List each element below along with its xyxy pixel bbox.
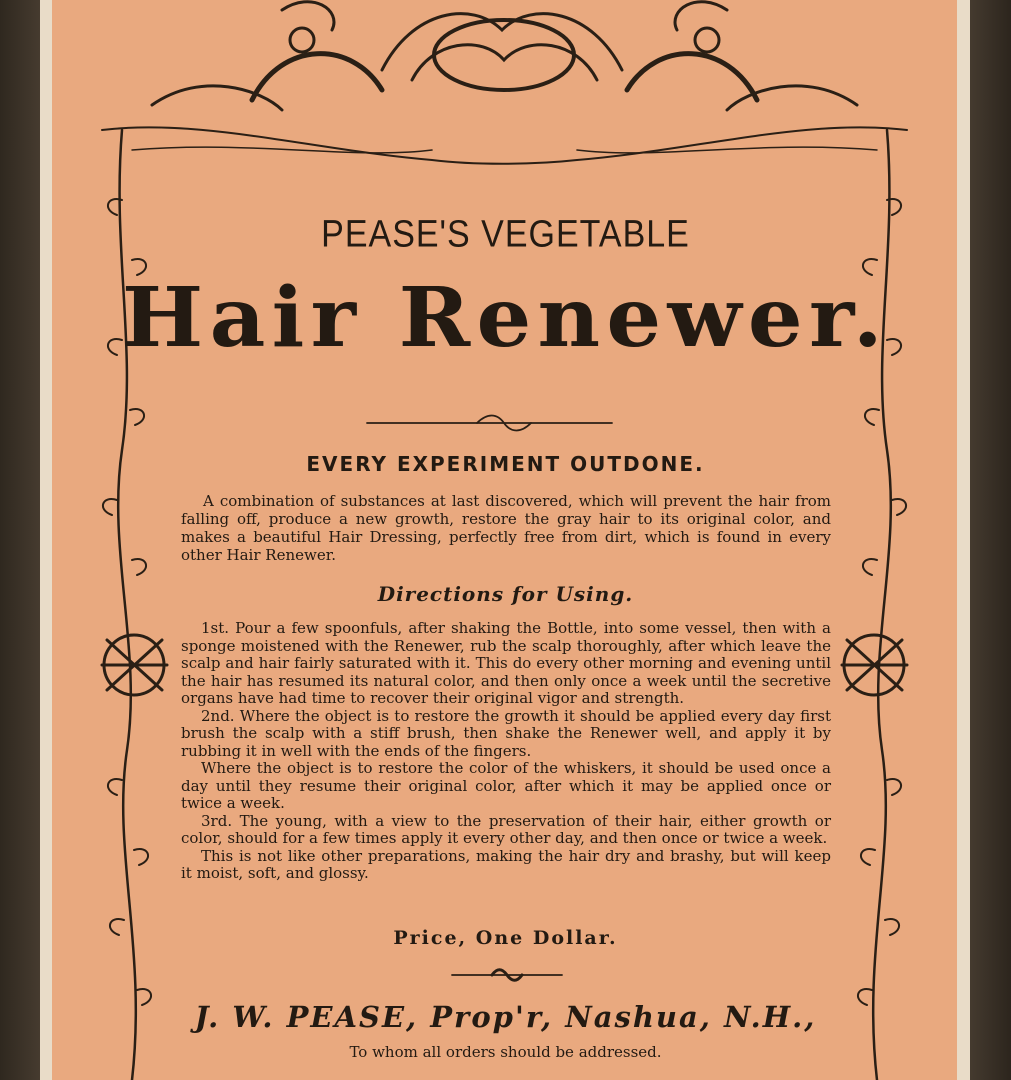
price-label: Price, One Dollar. (393, 927, 618, 949)
direction-step-2: 2nd. Where the object is to restore the growth it should be applied every day first brush the scalp with a stiff brush, then shake the Renewer well, and apply it by rubbing it in well with the ends of the fingers. (181, 706, 831, 760)
directions-body (181, 620, 831, 883)
proprietor-line: J. W. PEASE, Prop'r, Nashua, N.H., (194, 1000, 817, 1034)
brand-name: PEASE'S VEGETABLE (321, 212, 690, 256)
product-title: Hair Renewer. (121, 270, 890, 366)
intro-paragraph: A combination of substances at last discovered, which will prevent the hair from falling off, produce a new growth, restore the gray hair to its original color, and makes a beautiful Hair Dressing, perfectly free from dirt, which is found in every other Hair Renewer. (181, 492, 831, 564)
direction-step-whiskers: Where the object is to restore the color of the whiskers, it should be used once a day until they resume their original color, after which it may be applied once or twice a week. (181, 759, 831, 812)
direction-note: This is not like other preparations, making the hair dry and brashy, but will keep it moist, soft, and glossy. (181, 846, 831, 882)
orders-note: To whom all orders should be addressed. (349, 1043, 662, 1061)
direction-step-3: 3rd. The young, with a view to the preservation of their hair, either growth or color, should for a few times apply it every other day, and then once or twice a week. (181, 811, 831, 847)
directions-heading: Directions for Using. (377, 582, 634, 606)
frame-left-edge (0, 0, 42, 1080)
direction-step-1: 1st. Pour a few spoonfuls, after shaking the Bottle, into some vessel, then with a sponge moistened with the Renewer, rub the scalp thoroughly, after which leave the scalp and hair fairly saturated with it. This do every other morning and evening until the hair has resumed its natural color, and then only once a week until the secretive organs have had time to recover their original vigor and strength. (181, 619, 831, 707)
scroll-ornament-icon (152, 2, 857, 110)
tagline: EVERY EXPERIMENT OUTDONE. (306, 452, 705, 476)
